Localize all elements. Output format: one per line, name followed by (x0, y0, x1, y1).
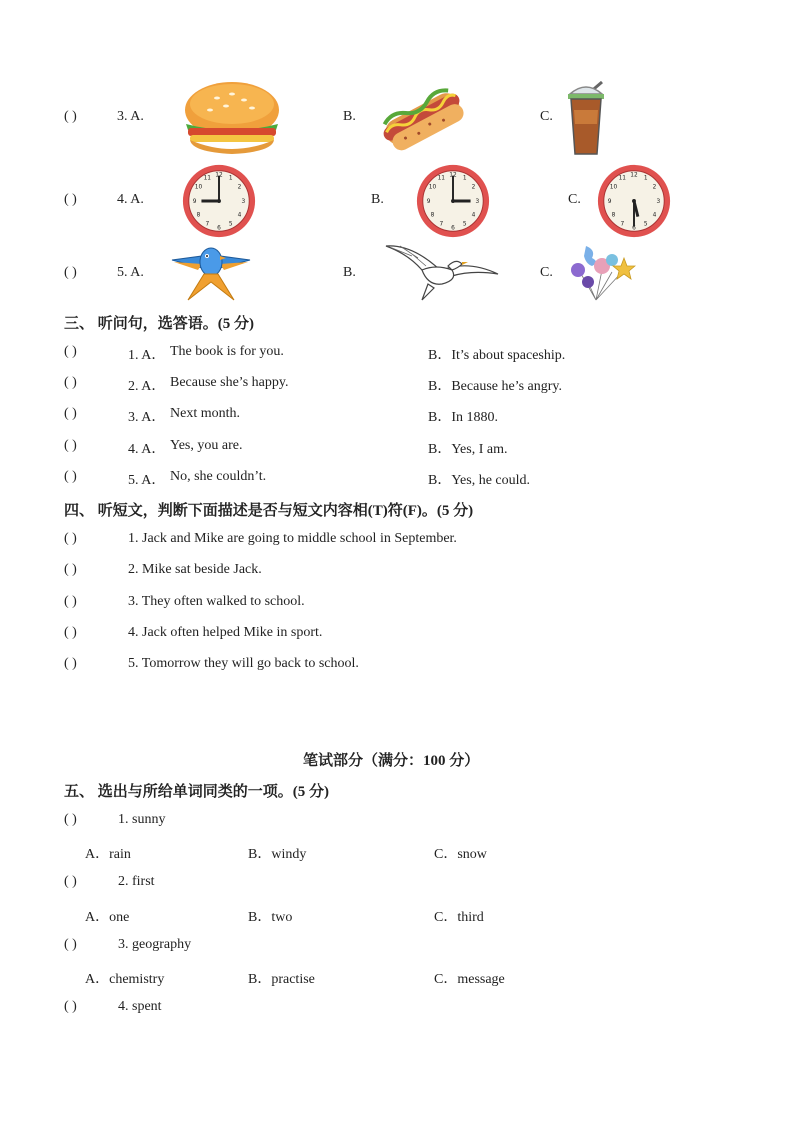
option-a: Next month. (170, 406, 240, 421)
section-5-title: 五、 选出与所给单词同类的一项。(5 分) (64, 784, 329, 800)
option-a: A．rain (85, 847, 131, 862)
option-b: B．windy (248, 847, 307, 862)
answer-blank[interactable]: ( ) (64, 625, 77, 640)
option-b: B．It’s about spaceship. (428, 348, 566, 363)
balloons-image (566, 242, 636, 302)
option-c-label: C. (568, 192, 581, 207)
answer-blank[interactable]: ( ) (64, 109, 77, 124)
answer-blank[interactable]: ( ) (64, 406, 77, 421)
given-word: 2. first (118, 874, 155, 889)
question-number: 2. A． (128, 379, 166, 394)
answer-blank[interactable]: ( ) (64, 562, 77, 577)
question-label: 5. A. (117, 265, 144, 280)
answer-blank[interactable]: ( ) (64, 192, 77, 207)
statement-text: 4. Jack often helped Mike in sport. (128, 625, 323, 640)
clock-three-oclock-image (414, 162, 492, 240)
answer-blank[interactable]: ( ) (64, 375, 77, 390)
option-b: B．Yes, I am. (428, 442, 508, 457)
option-b-label: B. (343, 265, 356, 280)
option-a: Because she’s happy. (170, 375, 289, 390)
statement-text: 2. Mike sat beside Jack. (128, 562, 262, 577)
option-b: B．Because he’s angry. (428, 379, 562, 394)
section-4-title: 四、 听短文，判断下面描述是否与短文内容相(T)符(F)。(5 分) (64, 503, 474, 519)
option-c: C．message (434, 972, 505, 987)
answer-blank[interactable]: ( ) (64, 656, 77, 671)
iced-drink-image (564, 80, 608, 156)
option-a: No, she couldn’t. (170, 469, 267, 484)
option-b: B．practise (248, 972, 315, 987)
answer-blank[interactable]: ( ) (64, 874, 77, 889)
answer-blank[interactable]: ( ) (64, 531, 77, 546)
answer-blank[interactable]: ( ) (64, 999, 77, 1014)
statement-text: 3. They often walked to school. (128, 594, 305, 609)
seagull-image (382, 240, 500, 302)
given-word: 3. geography (118, 937, 192, 952)
answer-blank[interactable]: ( ) (64, 812, 77, 827)
option-c: C．third (434, 910, 484, 925)
option-b: B．Yes, he could. (428, 473, 531, 488)
question-number: 4. A． (128, 442, 166, 457)
hot-dog-image (378, 80, 466, 156)
question-number: 1. A． (128, 348, 166, 363)
answer-blank[interactable]: ( ) (64, 265, 77, 280)
option-b-label: B. (343, 109, 356, 124)
given-word: 4. spent (118, 999, 162, 1014)
option-a: Yes, you are. (170, 438, 243, 453)
question-label: 4. A. (117, 192, 144, 207)
given-word: 1. sunny (118, 812, 166, 827)
option-c-label: C. (540, 265, 553, 280)
answer-blank[interactable]: ( ) (64, 937, 77, 952)
written-part-title: 笔试部分（满分：100 分） (303, 753, 480, 769)
answer-blank[interactable]: ( ) (64, 469, 77, 484)
question-label: 3. A. (117, 109, 144, 124)
section-3-title: 三、 听问句，选答语。(5 分) (64, 316, 254, 332)
option-b-label: B. (371, 192, 384, 207)
answer-blank[interactable]: ( ) (64, 594, 77, 609)
option-a: A．chemistry (85, 972, 165, 987)
statement-text: 1. Jack and Mike are going to middle school in September. (128, 531, 457, 546)
bird-kite-image (168, 238, 254, 302)
statement-text: 5. Tomorrow they will go back to school. (128, 656, 359, 671)
question-number: 5. A． (128, 473, 166, 488)
option-c: C．snow (434, 847, 487, 862)
answer-blank[interactable]: ( ) (64, 438, 77, 453)
option-a: The book is for you. (170, 344, 284, 359)
option-c-label: C. (540, 109, 553, 124)
option-b: B．In 1880. (428, 410, 498, 425)
question-number: 3. A． (128, 410, 166, 425)
clock-six-fifteen-image (595, 162, 673, 240)
answer-blank[interactable]: ( ) (64, 344, 77, 359)
hamburger-image (182, 80, 282, 156)
clock-nine-oclock-image (180, 162, 258, 240)
option-a: A．one (85, 910, 130, 925)
option-b: B．two (248, 910, 293, 925)
